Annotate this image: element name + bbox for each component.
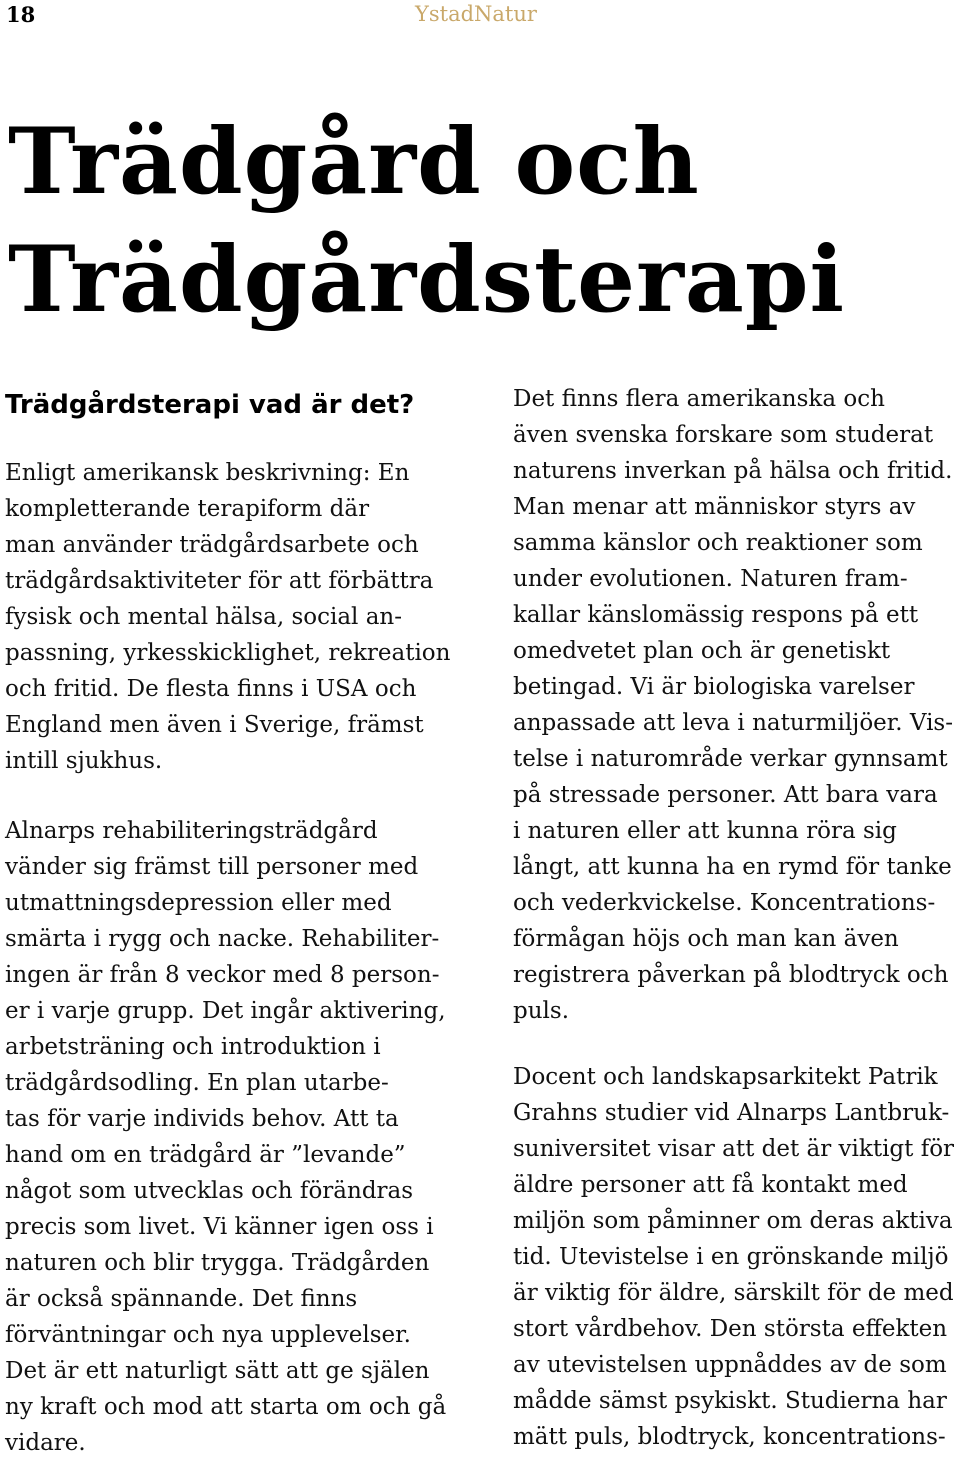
text-line: miljön som påminner om deras aktiva bbox=[513, 1208, 953, 1234]
text-line: ingen är från 8 veckor med 8 person- bbox=[5, 962, 440, 988]
text-line: Enligt amerikansk beskrivning: En bbox=[5, 460, 410, 486]
text-line: man använder trädgårdsarbete och bbox=[5, 532, 419, 558]
text-line: och fritid. De flesta finns i USA och bbox=[5, 676, 417, 702]
text-line: naturens inverkan på hälsa och fritid. bbox=[513, 458, 953, 484]
text-line: trädgårdsaktiviteter för att förbättra bbox=[5, 568, 434, 594]
text-line: smärta i rygg och nacke. Rehabiliter- bbox=[5, 926, 440, 952]
text-line: mådde sämst psykiskt. Studierna har bbox=[513, 1388, 947, 1414]
text-line: England men även i Sverige, främst bbox=[5, 712, 424, 738]
text-line: ny kraft och mod att starta om och gå bbox=[5, 1394, 447, 1420]
text-line: även svenska forskare som studerat bbox=[513, 422, 934, 448]
text-line: telse i naturområde verkar gynnsamt bbox=[513, 746, 948, 772]
page-header bbox=[0, 0, 960, 34]
text-line: förmågan höjs och man kan även bbox=[513, 926, 899, 952]
text-line: anpassade att leva i naturmiljöer. Vis- bbox=[513, 710, 953, 736]
text-line: på stressade personer. Att bara vara bbox=[513, 782, 938, 808]
text-line: passning, yrkesskicklighet, rekreation bbox=[5, 640, 451, 666]
text-line: stort vårdbehov. Den största effekten bbox=[513, 1316, 948, 1342]
article-title bbox=[8, 103, 845, 339]
text-line: mätt puls, blodtryck, koncentrations- bbox=[513, 1424, 946, 1450]
article-title-line-1: Trädgård och bbox=[8, 109, 700, 215]
text-line: Alnarps rehabiliteringsträdgård bbox=[5, 818, 378, 844]
text-line: omedvetet plan och är genetiskt bbox=[513, 638, 891, 664]
text-line: och vederkvickelse. Koncentrations- bbox=[513, 890, 936, 916]
text-line: betingad. Vi är biologiska varelser bbox=[513, 674, 915, 700]
left-paragraph-1 bbox=[5, 455, 457, 779]
right-paragraph-2 bbox=[513, 1059, 958, 1455]
text-line: Docent och landskapsarkitekt Patrik bbox=[513, 1064, 938, 1090]
text-line: er i varje grupp. Det ingår aktivering, bbox=[5, 998, 446, 1024]
text-line: är också spännande. Det finns bbox=[5, 1286, 358, 1312]
left-paragraph-2 bbox=[5, 813, 457, 1461]
text-line: Det är ett naturligt sätt att ge själen bbox=[5, 1358, 430, 1384]
section-subheading: Trädgårdsterapi vad är det? bbox=[5, 390, 415, 420]
text-line: Det finns flera amerikanska och bbox=[513, 386, 885, 412]
text-line: trädgårdsodling. En plan utarbe- bbox=[5, 1070, 389, 1096]
text-line: Grahns studier vid Alnarps Lantbruk- bbox=[513, 1100, 950, 1126]
text-line: av utevistelsen uppnåddes av de som bbox=[513, 1352, 947, 1378]
text-line: utmattningsdepression eller med bbox=[5, 890, 392, 916]
text-line: naturen och blir trygga. Trädgården bbox=[5, 1250, 430, 1276]
text-line: långt, att kunna ha en rymd för tanke bbox=[513, 854, 952, 880]
text-line: kompletterande terapiform där bbox=[5, 496, 370, 522]
text-line: intill sjukhus. bbox=[5, 748, 163, 774]
text-line: vidare. bbox=[5, 1430, 86, 1456]
text-line: vänder sig främst till personer med bbox=[5, 854, 419, 880]
text-line: puls. bbox=[513, 998, 570, 1024]
article-title-line-2: Trädgårdsterapi bbox=[8, 227, 846, 333]
text-line: precis som livet. Vi känner igen oss i bbox=[5, 1214, 434, 1240]
text-line: tas för varje individs behov. Att ta bbox=[5, 1106, 399, 1132]
text-line: äldre personer att få kontakt med bbox=[513, 1172, 908, 1198]
text-line: tid. Utevistelse i en grönskande miljö bbox=[513, 1244, 949, 1270]
text-line: arbetsträning och introduktion i bbox=[5, 1034, 381, 1060]
publication-name: YstadNatur bbox=[415, 2, 537, 26]
text-line: fysisk och mental hälsa, social an- bbox=[5, 604, 403, 630]
text-line: under evolutionen. Naturen fram- bbox=[513, 566, 908, 592]
text-line: i naturen eller att kunna röra sig bbox=[513, 818, 897, 844]
text-line: förväntningar och nya upplevelser. bbox=[5, 1322, 411, 1348]
text-line: suniversitet visar att det är viktigt för bbox=[513, 1136, 955, 1162]
text-line: samma känslor och reaktioner som bbox=[513, 530, 923, 556]
right-column bbox=[513, 381, 958, 1455]
text-line: något som utvecklas och förändras bbox=[5, 1178, 414, 1204]
page-number: 18 bbox=[6, 2, 36, 27]
text-line: kallar känslomässig respons på ett bbox=[513, 602, 919, 628]
left-column bbox=[5, 383, 457, 1461]
text-line: hand om en trädgård är ”levande” bbox=[5, 1142, 406, 1168]
text-line: är viktig för äldre, särskilt för de med bbox=[513, 1280, 954, 1306]
text-line: Man menar att människor styrs av bbox=[513, 494, 916, 520]
right-paragraph-1 bbox=[513, 381, 958, 1029]
text-line: registrera påverkan på blodtryck och bbox=[513, 962, 949, 988]
